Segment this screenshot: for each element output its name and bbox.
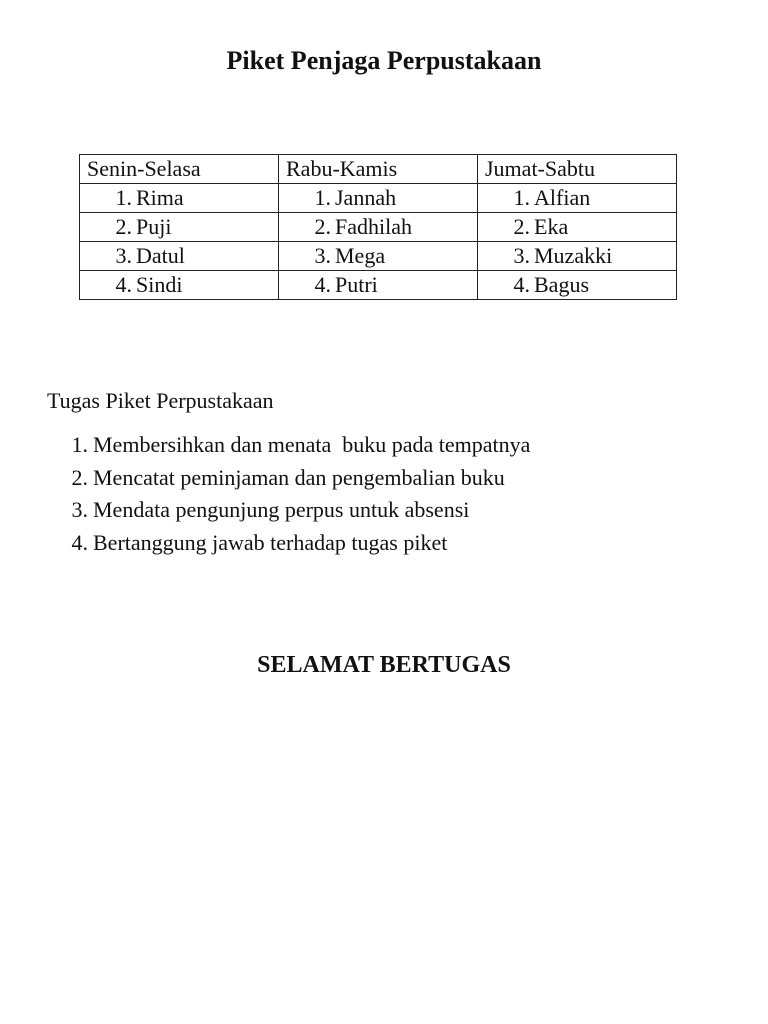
table-cell bbox=[279, 184, 478, 213]
list-item-number: 2. bbox=[71, 464, 88, 490]
cell-number: 1. bbox=[314, 185, 331, 210]
cell-name: Fadhilah bbox=[335, 214, 412, 239]
schedule-table bbox=[79, 154, 677, 300]
table-cell bbox=[478, 184, 677, 213]
cell-name: Putri bbox=[335, 272, 378, 297]
cell-number: 4. bbox=[513, 272, 530, 297]
table-cell bbox=[279, 271, 478, 300]
table-cell bbox=[478, 242, 677, 271]
table-cell bbox=[80, 213, 279, 242]
closing-message: SELAMAT BERTUGAS bbox=[257, 652, 511, 678]
cell-number: 2. bbox=[115, 214, 132, 239]
cell-number: 1. bbox=[115, 185, 132, 210]
table-cell bbox=[478, 213, 677, 242]
table-row bbox=[80, 242, 677, 271]
table-cell bbox=[478, 271, 677, 300]
list-item bbox=[60, 429, 530, 462]
list-item-text: Mencatat peminjaman dan pengembalian buku bbox=[93, 464, 505, 490]
table-cell bbox=[80, 242, 279, 271]
cell-name: Puji bbox=[136, 214, 172, 239]
cell-name: Eka bbox=[534, 214, 569, 239]
table-cell bbox=[279, 242, 478, 271]
cell-number: 3. bbox=[513, 243, 530, 268]
duties-list bbox=[60, 429, 530, 559]
cell-name: Muzakki bbox=[534, 243, 613, 268]
table-row bbox=[80, 184, 677, 213]
list-item-text: Mendata pengunjung perpus untuk absensi bbox=[93, 497, 470, 522]
cell-name: Alfian bbox=[534, 185, 591, 210]
cell-number: 4. bbox=[115, 272, 132, 297]
list-item bbox=[60, 462, 530, 495]
list-item-number: 1. bbox=[71, 432, 88, 457]
cell-name: Rima bbox=[136, 185, 184, 210]
cell-number: 3. bbox=[115, 243, 132, 268]
table-cell bbox=[279, 213, 478, 242]
cell-name: Bagus bbox=[534, 272, 589, 297]
cell-number: 4. bbox=[314, 272, 331, 297]
cell-name: Mega bbox=[335, 243, 386, 268]
page-title: Piket Penjaga Perpustakaan bbox=[226, 46, 542, 75]
table-cell bbox=[80, 184, 279, 213]
table-row bbox=[80, 213, 677, 242]
list-item bbox=[60, 494, 530, 527]
cell-name: Jannah bbox=[335, 185, 397, 210]
list-item-number: 3. bbox=[71, 497, 88, 522]
cell-number: 3. bbox=[314, 243, 331, 268]
cell-number: 2. bbox=[314, 214, 331, 239]
table-header-row bbox=[80, 155, 677, 184]
cell-name: Sindi bbox=[136, 272, 183, 297]
table-cell bbox=[80, 271, 279, 300]
cell-number: 2. bbox=[513, 214, 530, 239]
list-item-text: Bertanggung jawab terhadap tugas piket bbox=[93, 529, 448, 555]
column-header-senin-selasa: Senin-Selasa bbox=[80, 155, 279, 184]
list-item bbox=[60, 527, 530, 560]
column-header-rabu-kamis: Rabu-Kamis bbox=[279, 155, 478, 184]
duties-heading: Tugas Piket Perpustakaan bbox=[47, 388, 274, 413]
column-header-jumat-sabtu: Jumat-Sabtu bbox=[478, 155, 677, 184]
list-item-text: Membersihkan dan menata buku pada tempatnya bbox=[93, 432, 531, 457]
cell-name: Datul bbox=[136, 243, 185, 268]
list-item-number: 4. bbox=[71, 529, 88, 555]
cell-number: 1. bbox=[513, 185, 530, 210]
table-row bbox=[80, 271, 677, 300]
